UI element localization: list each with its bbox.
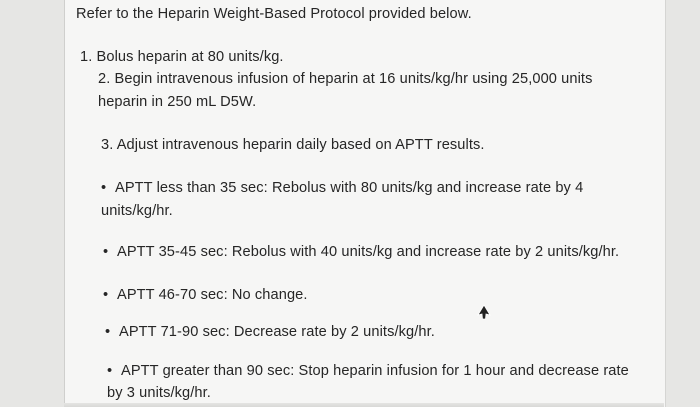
bullet-item-3 <box>103 284 308 306</box>
bullet-1-line-2: units/kg/hr. <box>101 203 173 219</box>
step-1: 1. Bolus heparin at 80 units/kg. <box>80 49 284 65</box>
bullet-icon: • <box>107 363 113 379</box>
bullet-item-4 <box>105 321 435 343</box>
bullet-item-5 <box>107 360 629 382</box>
mouse-pointer-icon <box>477 304 491 320</box>
bullet-icon: • <box>105 324 111 340</box>
bullet-5-line-2: by 3 units/kg/hr. <box>107 385 211 401</box>
page-bottom-edge <box>64 403 664 407</box>
bullet-4-text: APTT 71-90 sec: Decrease rate by 2 units/kg/hr. <box>119 324 435 340</box>
bullet-item-1 <box>101 177 583 199</box>
step-3: 3. Adjust intravenous heparin daily based on APTT results. <box>101 137 485 153</box>
bullet-icon: • <box>103 244 109 260</box>
bullet-5-line-1: APTT greater than 90 sec: Stop heparin infusion for 1 hour and decrease rate <box>121 363 629 379</box>
step-2-line-2: heparin in 250 mL D5W. <box>98 94 257 110</box>
bullet-1-line-1: APTT less than 35 sec: Rebolus with 80 units/kg and increase rate by 4 <box>115 180 584 196</box>
bullet-3-text: APTT 46-70 sec: No change. <box>117 287 308 303</box>
step-2-line-1: 2. Begin intravenous infusion of heparin at 16 units/kg/hr using 25,000 units <box>98 71 593 87</box>
bullet-item-2 <box>103 241 619 263</box>
bullet-2-text: APTT 35-45 sec: Rebolus with 40 units/kg and increase rate by 2 units/kg/hr. <box>117 244 620 260</box>
intro-text: Refer to the Heparin Weight-Based Protocol provided below. <box>76 6 472 22</box>
bullet-icon: • <box>101 180 107 196</box>
bullet-icon: • <box>103 287 109 303</box>
